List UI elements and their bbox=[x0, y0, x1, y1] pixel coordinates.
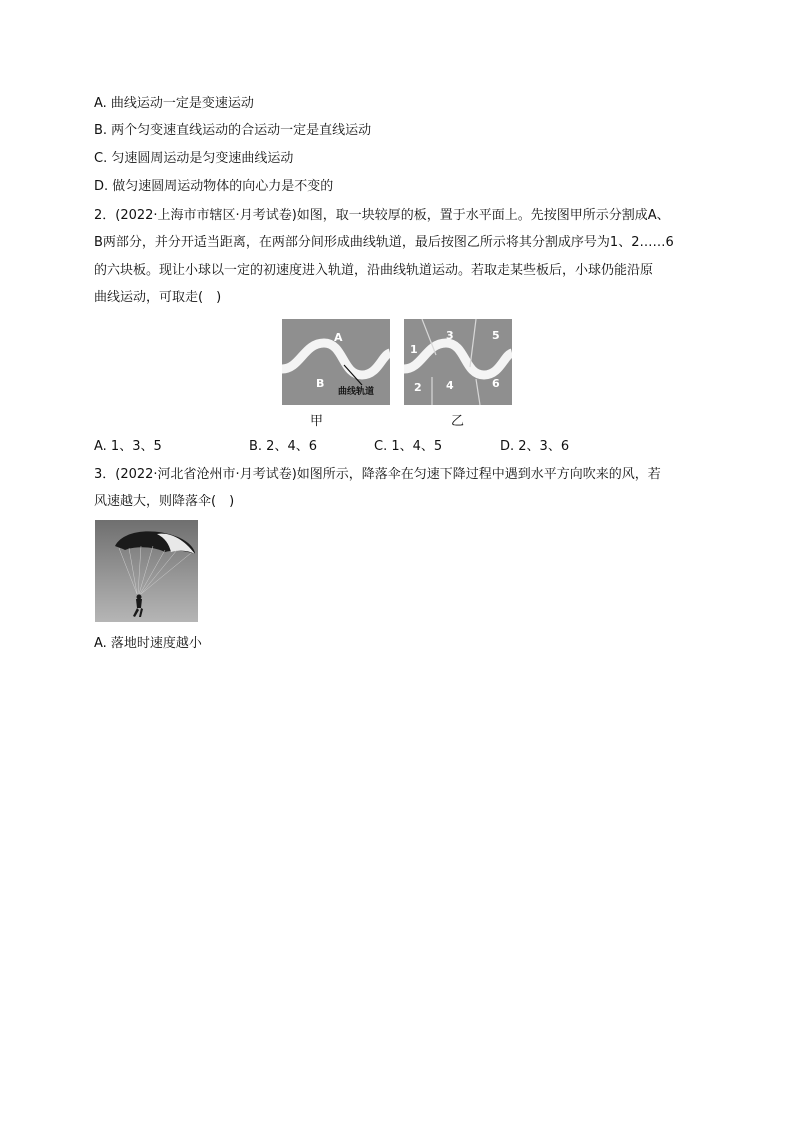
track-label: 曲线轨道 bbox=[338, 387, 375, 397]
q3-stem-line-1: 3．(2022·河北省沧州市·月考试卷)如图所示，降落伞在匀速下降过程中遇到水平方向吹来的风，若 bbox=[94, 467, 661, 482]
parachute-photo bbox=[95, 520, 198, 622]
board-number-4: 4 bbox=[446, 379, 454, 392]
q1-option-d: D. 做匀速圆周运动物体的向心力是不变的 bbox=[94, 179, 334, 194]
board-number-5: 5 bbox=[492, 329, 500, 342]
q3-option-a: A. 落地时速度越小 bbox=[94, 636, 202, 651]
board-label-a: A bbox=[334, 331, 343, 344]
caption-yi: 乙 bbox=[451, 414, 465, 429]
q2-choice-c: C. 1、4、5 bbox=[374, 439, 443, 454]
q2-choice-d: D. 2、3、6 bbox=[500, 439, 570, 454]
q2-stem-line-2: B两部分，并分开适当距离，在两部分间形成曲线轨道，最后按图乙所示将其分割成序号为1、2……6 bbox=[94, 235, 674, 250]
board-number-3: 3 bbox=[446, 329, 454, 342]
figure-yi bbox=[404, 319, 512, 405]
q2-choice-a: A. 1、3、5 bbox=[94, 439, 162, 454]
q2-stem-line-3: 的六块板。现让小球以一定的初速度进入轨道，沿曲线轨道运动。若取走某些板后，小球仍能沿原 bbox=[94, 263, 654, 278]
q2-stem-line-1: 2．(2022·上海市市辖区·月考试卷)如图，取一块较厚的板，置于水平面上。先按图甲所示分割成A、 bbox=[94, 208, 670, 223]
board-number-1: 1 bbox=[410, 343, 418, 356]
caption-jia: 甲 bbox=[310, 414, 324, 429]
q1-option-c: C. 匀速圆周运动是匀变速曲线运动 bbox=[94, 151, 294, 166]
figure-jia bbox=[282, 319, 390, 405]
board-number-2: 2 bbox=[414, 381, 422, 394]
q2-choice-b: B. 2、4、6 bbox=[249, 439, 317, 454]
board-number-6: 6 bbox=[492, 377, 500, 390]
q3-stem-line-2: 风速越大，则降落伞( ) bbox=[94, 494, 235, 509]
q1-option-a: A. 曲线运动一定是变速运动 bbox=[94, 96, 254, 111]
q2-stem-line-4: 曲线运动，可取走( ) bbox=[94, 290, 222, 305]
board-label-b: B bbox=[316, 377, 325, 390]
q1-option-b: B. 两个匀变速直线运动的合运动一定是直线运动 bbox=[94, 123, 372, 138]
